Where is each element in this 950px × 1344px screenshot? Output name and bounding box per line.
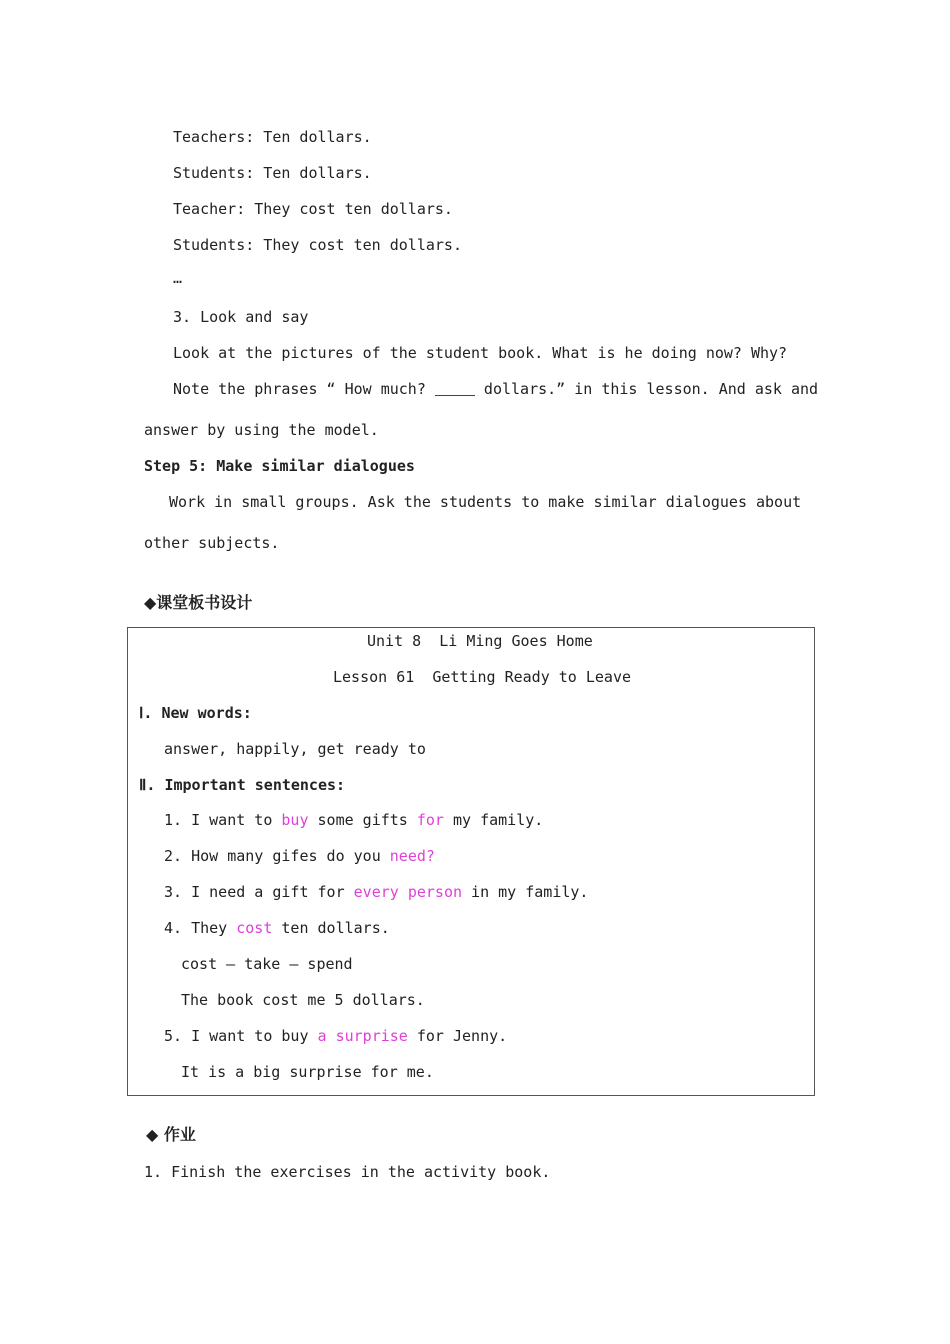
note-text-post: dollars.” in this lesson. And ask and <box>474 380 819 398</box>
dialogue-ellipsis: … <box>173 269 183 287</box>
homework-heading: ◆ 作业 <box>146 1125 196 1144</box>
look-and-say-title: 3. Look and say <box>173 308 309 326</box>
homework-item-1: 1. Finish the exercises in the activity book. <box>144 1163 551 1181</box>
s1-c: some gifts <box>308 811 417 829</box>
board-design-heading: ◆课堂板书设计 <box>144 593 253 612</box>
step5-line-1: Work in small groups. Ask the students to make similar dialogues about <box>169 493 802 511</box>
s3-a: 3. I need a gift for <box>164 883 354 901</box>
dialogue-line-3: Teacher: They cost ten dollars. <box>173 200 453 218</box>
dialogue-line-1: Teachers: Ten dollars. <box>173 128 372 146</box>
new-words-list: answer, happily, get ready to <box>164 740 426 758</box>
s2-highlight-need: need? <box>389 847 435 865</box>
sentence-4 <box>164 918 390 938</box>
look-and-say-line-1: Look at the pictures of the student book. What is he doing now? Why? <box>173 344 788 362</box>
dialogue-line-2: Students: Ten dollars. <box>173 164 372 182</box>
note-text-pre: Note the phrases “ How much? <box>173 380 435 398</box>
sentence-4-note-1: cost — take — spend <box>181 955 353 973</box>
important-sentences-title: Ⅱ. Important sentences: <box>139 776 346 794</box>
board-unit-title: Unit 8 Li Ming Goes Home <box>367 632 593 650</box>
s4-c: ten dollars. <box>272 919 390 937</box>
step5-line-2: other subjects. <box>144 534 280 552</box>
board-lesson-title: Lesson 61 Getting Ready to Leave <box>333 668 632 686</box>
sentence-1 <box>164 810 543 830</box>
new-words-title: Ⅰ. New words: <box>139 704 252 722</box>
s5-c: for Jenny. <box>407 1027 508 1045</box>
sentence-3 <box>164 882 588 902</box>
step5-title: Step 5: Make similar dialogues <box>144 457 415 475</box>
s1-highlight-buy: buy <box>281 811 309 829</box>
sentence-5-note: It is a big surprise for me. <box>181 1063 434 1081</box>
s4-highlight-cost: cost <box>236 919 273 937</box>
s1-highlight-for: for <box>416 811 444 829</box>
look-and-say-line-3: answer by using the model. <box>144 421 379 439</box>
s5-highlight-a-surprise: a surprise <box>317 1027 408 1045</box>
s5-a: 5. I want to buy <box>164 1027 318 1045</box>
look-and-say-note <box>173 379 818 399</box>
fill-in-blank <box>435 381 475 396</box>
sentence-2 <box>164 846 435 866</box>
sentence-4-note-2: The book cost me 5 dollars. <box>181 991 425 1009</box>
s3-c: in my family. <box>462 883 589 901</box>
s4-a: 4. They <box>164 919 237 937</box>
s1-e: my family. <box>443 811 544 829</box>
dialogue-line-4: Students: They cost ten dollars. <box>173 236 462 254</box>
s3-highlight-every-person: every person <box>353 883 463 901</box>
s2-a: 2. How many gifes do you <box>164 847 390 865</box>
sentence-5 <box>164 1026 507 1046</box>
s1-a: 1. I want to <box>164 811 282 829</box>
